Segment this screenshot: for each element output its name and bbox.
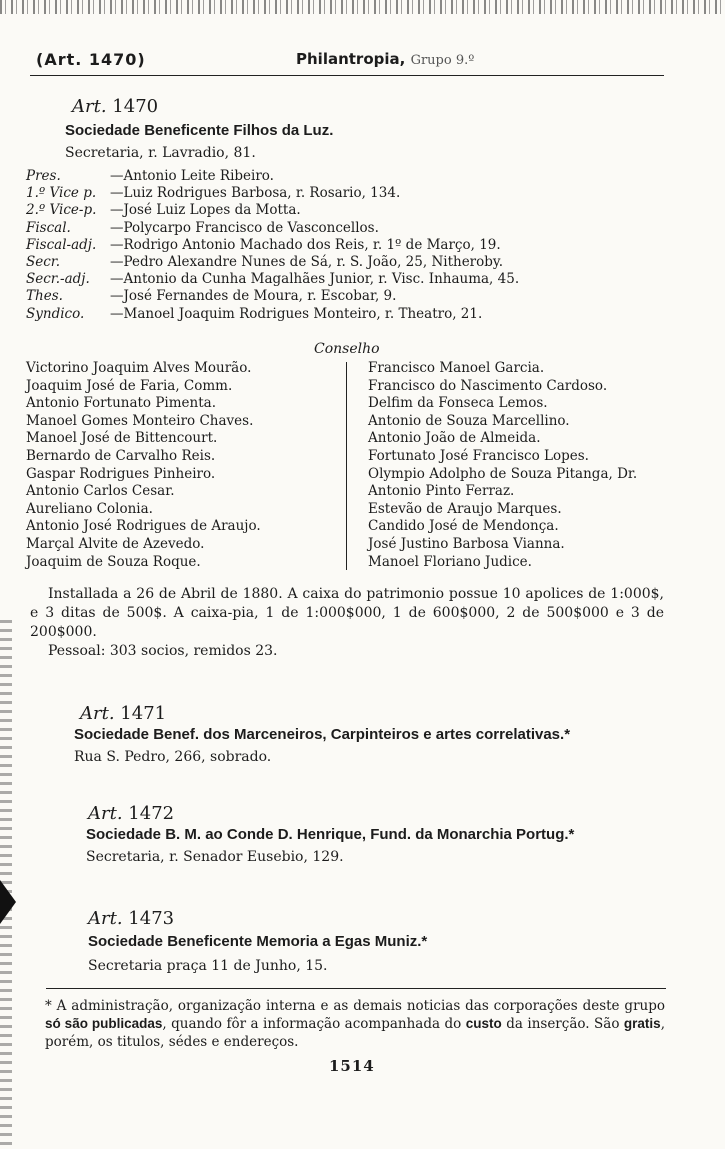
officer-row xyxy=(26,220,379,237)
ink-blot xyxy=(0,880,16,924)
officer-entry: —Luiz Rodrigues Barbosa, r. Rosario, 134. xyxy=(110,185,401,202)
header-subtitle: Grupo 9.º xyxy=(410,53,475,68)
article-address-1473: Secretaria praça 11 de Junho, 15. xyxy=(88,958,328,974)
conselho-member-right: Antonio João de Almeida. xyxy=(368,430,541,447)
article-address-1472: Secretaria, r. Senador Eusebio, 129. xyxy=(86,849,344,865)
officer-role: Secr. xyxy=(26,254,61,270)
article-heading-1471: Art. 1471 xyxy=(80,703,167,724)
conselho-member-left: Manoel Gomes Monteiro Chaves. xyxy=(26,412,254,429)
article-title-1471: Sociedade Benef. dos Marceneiros, Carpinteiros e artes correlativas.* xyxy=(74,726,571,743)
officer-row xyxy=(26,288,396,305)
article-address-1471: Rua S. Pedro, 266, sobrado. xyxy=(74,749,272,765)
officer-entry: —Antonio Leite Ribeiro. xyxy=(110,168,274,184)
article-title-1470: Sociedade Beneficente Filhos da Luz. xyxy=(65,122,334,139)
conselho-member-right: Francisco do Nascimento Cardoso. xyxy=(368,377,608,394)
article-address-1470: Secretaria, r. Lavradio, 81. xyxy=(65,145,256,161)
page-number: 1514 xyxy=(329,1057,375,1075)
officer-role: 2.º Vice-p. xyxy=(26,202,97,219)
article-heading-1473: Art. 1473 xyxy=(88,908,175,929)
officer-role: Pres. xyxy=(26,168,61,184)
conselho-member-left: Victorino Joaquim Alves Mourão. xyxy=(26,360,252,376)
conselho-member-left: Antonio José Rodrigues de Araujo. xyxy=(26,518,261,535)
officer-entry: —Pedro Alexandre Nunes de Sá, r. S. João, 25, Nitheroby. xyxy=(110,254,504,270)
officer-role: Fiscal. xyxy=(26,219,71,236)
officer-entry: —José Fernandes de Moura, r. Escobar, 9. xyxy=(110,288,397,305)
officer-entry: —Polycarpo Francisco de Vasconcellos. xyxy=(110,219,379,236)
conselho-member-right: Estevão de Araujo Marques. xyxy=(368,500,562,517)
article-title-1472: Sociedade B. M. ao Conde D. Henrique, Fund. da Monarchia Portug.* xyxy=(86,826,575,843)
article-heading-1472: Art. 1472 xyxy=(88,803,175,824)
personnel-line: Pessoal: 303 socios, remidos 23. xyxy=(48,643,278,659)
conselho-member-left: Marçal Alvite de Azevedo. xyxy=(26,535,205,552)
officer-row xyxy=(26,237,501,254)
officer-entry: —Rodrigo Antonio Machado dos Reis, r. 1º de Março, 19. xyxy=(110,236,501,253)
conselho-member-left: Joaquim de Souza Roque. xyxy=(26,553,201,570)
conselho-member-left: Aureliano Colonia. xyxy=(26,500,153,517)
officer-entry: —Manoel Joaquim Rodrigues Monteiro, r. Theatro, 21. xyxy=(110,305,483,322)
column-divider xyxy=(346,362,347,570)
conselho-member-right: Manoel Floriano Judice. xyxy=(368,553,532,570)
footnote-rule xyxy=(46,988,666,989)
running-header xyxy=(36,50,687,72)
officer-row xyxy=(26,271,519,288)
footnote: * A administração, organização interna e as demais noticias das corporações deste grupo só são publicadas, quando fôr a informação acompanhada do custo da inserção. São gratis, porém, os titulos, sédes e endereços. xyxy=(45,998,665,1050)
header-article-ref: (Art. 1470) xyxy=(36,50,146,69)
officer-row xyxy=(26,306,482,323)
article-title-1473: Sociedade Beneficente Memoria a Egas Muniz.* xyxy=(88,933,428,950)
officer-role: Syndico. xyxy=(26,305,85,322)
conselho-member-left: Antonio Carlos Cesar. xyxy=(26,483,175,500)
conselho-member-right: Olympio Adolpho de Souza Pitanga, Dr. xyxy=(368,465,638,482)
officer-row xyxy=(26,254,503,271)
top-edge-speckle xyxy=(0,0,725,14)
conselho-member-right: Fortunato José Francisco Lopes. xyxy=(368,447,589,464)
officer-role: 1.º Vice p. xyxy=(26,185,97,202)
officer-row xyxy=(26,202,301,219)
conselho-member-left: Gaspar Rodrigues Pinheiro. xyxy=(26,465,216,482)
header-rule xyxy=(30,75,664,76)
conselho-member-right: Antonio Pinto Ferraz. xyxy=(368,483,515,500)
officer-row xyxy=(26,168,274,185)
header-title: Philantropia, Grupo 9.º xyxy=(296,50,475,68)
conselho-member-left: Antonio Fortunato Pimenta. xyxy=(26,395,216,412)
conselho-right-column xyxy=(368,360,637,571)
conselho-member-right: Francisco Manoel Garcia. xyxy=(368,360,545,376)
conselho-member-right: José Justino Barbosa Vianna. xyxy=(368,535,565,552)
conselho-member-left: Manoel José de Bittencourt. xyxy=(26,430,218,447)
conselho-left-column xyxy=(26,360,261,571)
officer-role: Secr.-adj. xyxy=(26,271,90,288)
conselho-member-left: Bernardo de Carvalho Reis. xyxy=(26,447,216,464)
article-heading-1470: Art. 1470 xyxy=(72,96,159,117)
conselho-member-left: Joaquim José de Faria, Comm. xyxy=(26,377,233,394)
officer-role: Fiscal-adj. xyxy=(26,236,97,253)
conselho-member-right: Candido José de Mendonça. xyxy=(368,518,559,535)
conselho-member-right: Antonio de Souza Marcellino. xyxy=(368,412,570,429)
officer-entry: —José Luiz Lopes da Motta. xyxy=(110,202,301,219)
conselho-heading: Conselho xyxy=(314,341,380,357)
officer-row xyxy=(26,185,400,202)
installation-paragraph: Installada a 26 de Abril de 1880. A caixa do patrimonio possue 10 apolices de 1:000$, e 3 ditas de 500$. A caixa-pia, 1 de 1:000$000, 1 de 600$000, 2 de 500$000 e 3 de 200$000. xyxy=(30,586,664,640)
officer-entry: —Antonio da Cunha Magalhães Junior, r. Visc. Inhauma, 45. xyxy=(110,271,520,288)
officer-role: Thes. xyxy=(26,288,63,305)
conselho-member-right: Delfim da Fonseca Lemos. xyxy=(368,395,548,412)
